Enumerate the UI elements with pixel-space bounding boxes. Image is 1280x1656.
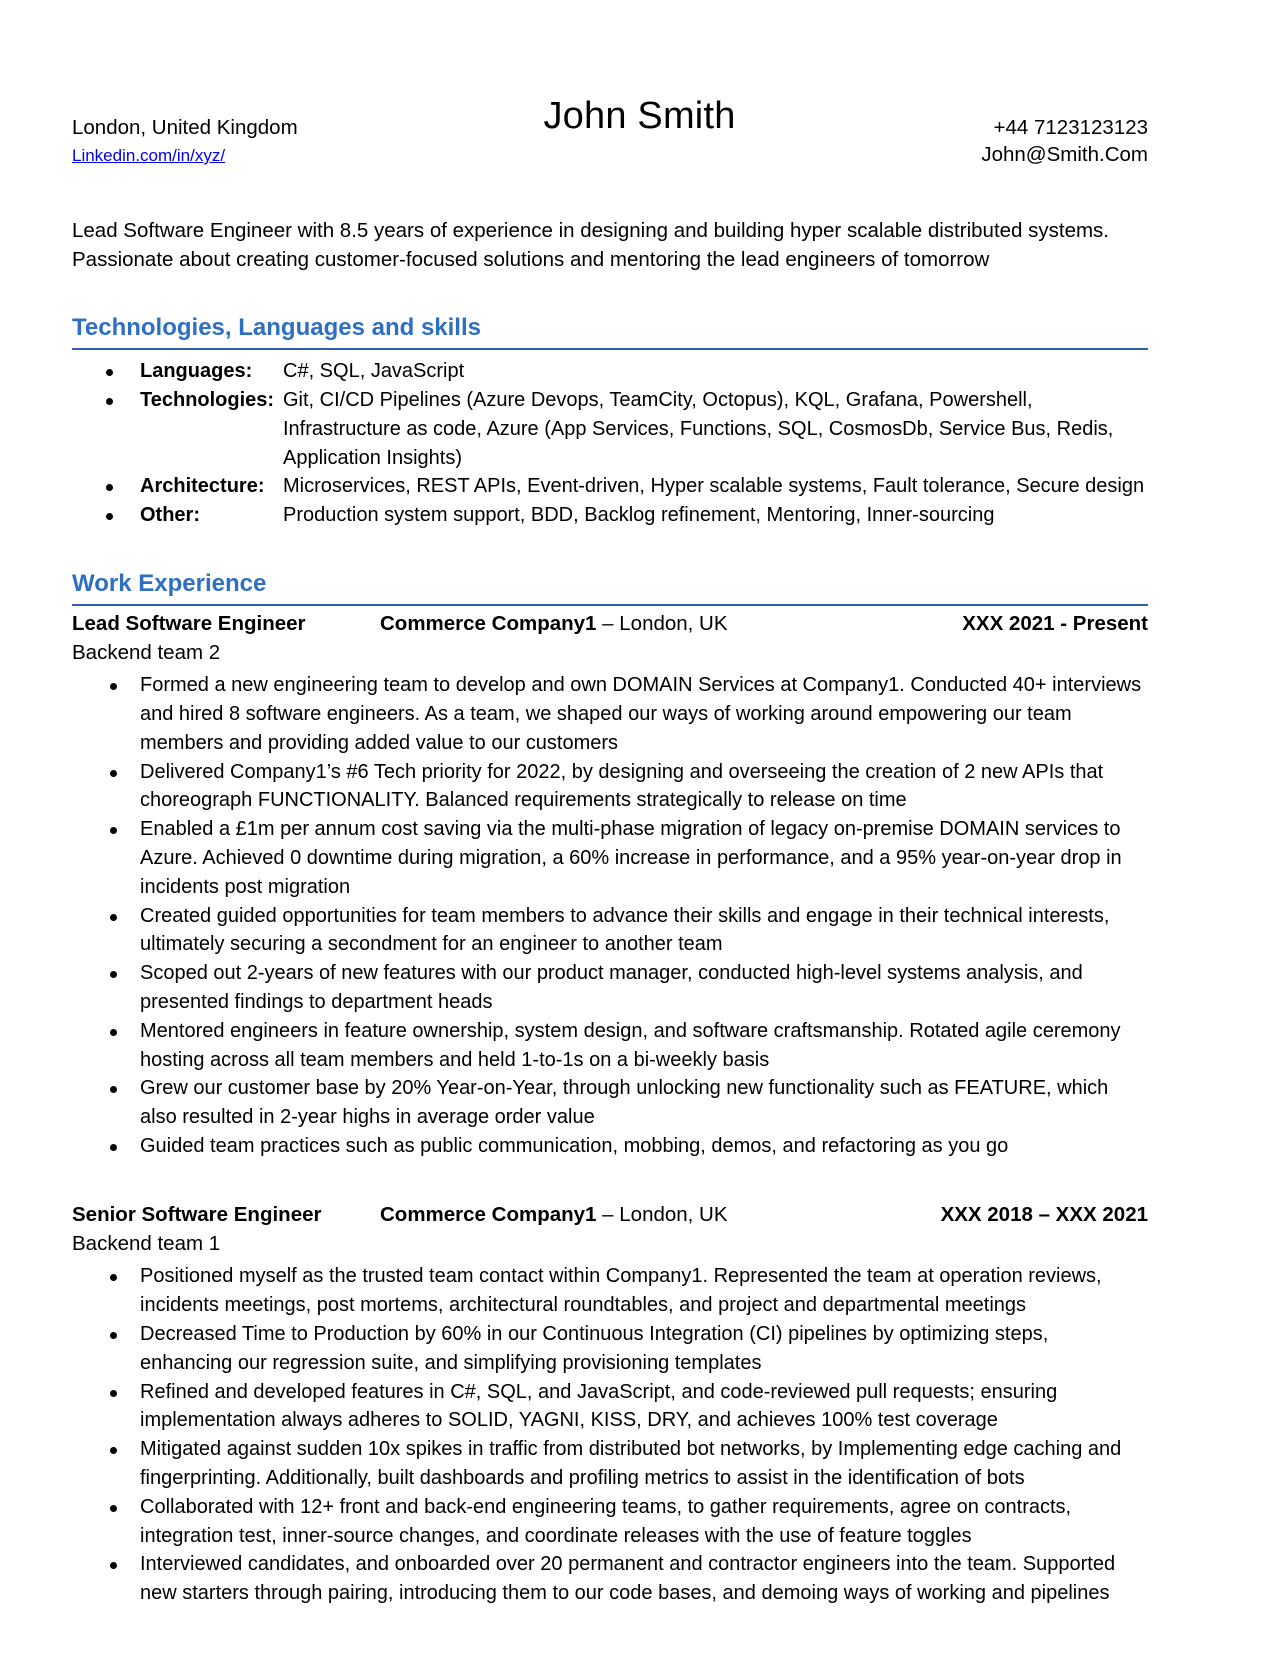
list-item: Delivered Company1’s #6 Tech priority for 2022, by designing and overseeing the creation of 2 new APIs that choreograph FUNCTIONALITY. Balanced requirements strategically to release on time: [72, 758, 1144, 816]
skill-label: Architecture:: [140, 475, 265, 498]
job-company: [380, 610, 962, 638]
list-item: [72, 472, 1148, 501]
job-dates: XXX 2018 – XXX 2021: [940, 1202, 1148, 1226]
list-item: Decreased Time to Production by 60% in our Continuous Integration (CI) pipelines by optimizing steps, enhancing our regression suite, and simplifying provisioning templates: [72, 1320, 1144, 1378]
page-title: John Smith: [543, 95, 736, 137]
list-item: Refined and developed features in C#, SQL, and JavaScript, and code-reviewed pull requests; ensuring implementation always adheres to SOLID, YAGNI, KISS, DRY, and achieves 100% test coverage: [72, 1378, 1144, 1436]
skill-value: Microservices, REST APIs, Event-driven, Hyper scalable systems, Fault tolerance, Secure design: [283, 475, 1145, 498]
skill-label: Languages:: [140, 360, 253, 383]
list-item: Guided team practices such as public communication, mobbing, demos, and refactoring as you go: [72, 1132, 1144, 1161]
job-title: Senior Software Engineer: [72, 1202, 322, 1226]
list-item: Mentored engineers in feature ownership, system design, and software craftsmanship. Rotated agile ceremony hosting across all team members and held 1-to-1s on a bi-weekly basis: [72, 1017, 1144, 1075]
job-company: [380, 1201, 941, 1229]
contact-left: [72, 105, 298, 168]
job-location: – London, UK: [596, 1202, 728, 1226]
job-entry: [72, 1201, 1148, 1608]
job-header: [72, 610, 1148, 638]
skill-value: Git, CI/CD Pipelines (Azure Devops, TeamCity, Octopus), KQL, Grafana, Powershell, Infrastructure as code, Azure (App Services, Functions, SQL, CosmosDb, Service Bus, Redis, Application Insights): [283, 388, 1114, 469]
job-company-name: Commerce Company1: [380, 611, 597, 635]
location-text: London, United Kingdom: [72, 116, 298, 139]
skill-value: C#, SQL, JavaScript: [283, 360, 465, 383]
professional-summary: [72, 216, 1132, 274]
list-item: Positioned myself as the trusted team contact within Company1. Represented the team at operation reviews, incidents meetings, post mortems, architectural roundtables, and project and departmental meetings: [72, 1262, 1144, 1320]
list-item: Grew our customer base by 20% Year-on-Year, through unlocking new functionality such as FEATURE, which also resulted in 2-year highs in average order value: [72, 1074, 1144, 1132]
job-title: Lead Software Engineer: [72, 611, 306, 635]
job-bullet-list: [72, 1262, 1148, 1608]
skills-list: [72, 357, 1148, 530]
name-block: [298, 95, 982, 139]
skill-label: Other:: [140, 504, 200, 527]
list-item: Interviewed candidates, and onboarded over 20 permanent and contractor engineers into the team. Supported new starters through pairing, introducing them to our code bases, and demoing ways of working and pipelines: [72, 1550, 1144, 1608]
list-item: Mitigated against sudden 10x spikes in traffic from distributed bot networks, by Implementing edge caching and fingerprinting. Additionally, built dashboards and profiling metrics to assist in the identification of bots: [72, 1435, 1144, 1493]
job-entry: [72, 610, 1148, 1161]
linkedin-link[interactable]: Linkedin.com/in/xyz/: [72, 146, 226, 166]
email-text: John@Smith.Com: [981, 143, 1148, 167]
list-item: Scoped out 2-years of new features with our product manager, conducted high-level systems analysis, and presented findings to department heads: [72, 959, 1144, 1017]
skill-value: Production system support, BDD, Backlog refinement, Mentoring, Inner-sourcing: [283, 504, 995, 527]
resume-header: [72, 95, 1148, 168]
list-item: Enabled a £1m per annum cost saving via the multi-phase migration of legacy on-premise DOMAIN services to Azure. Achieved 0 downtime during migration, a 60% increase in performance, and a 95% year-on-year drop in incidents post migration: [72, 815, 1144, 901]
skills-section-divider: [72, 348, 1148, 350]
list-item: [72, 386, 1148, 472]
experience-section: [72, 570, 1148, 1608]
job-location: – London, UK: [596, 611, 728, 635]
experience-section-divider: [72, 604, 1148, 606]
job-team: Backend team 1: [72, 1232, 221, 1256]
list-item: [72, 501, 1148, 530]
experience-section-title: Work Experience: [72, 569, 267, 597]
list-item: Formed a new engineering team to develop and own DOMAIN Services at Company1. Conducted 40+ interviews and hired 8 software engineers. As a team, we shaped our ways of working around empowering our team members and providing added value to our customers: [72, 671, 1144, 757]
job-company-name: Commerce Company1: [380, 1202, 597, 1226]
summary-line-1: Lead Software Engineer with 8.5 years of experience in designing and building hyper scalable distributed systems.: [72, 219, 1110, 243]
skill-label: Technologies:: [140, 388, 275, 411]
list-item: Created guided opportunities for team members to advance their skills and engage in their technical interests, ultimately securing a secondment for an engineer to another team: [72, 902, 1144, 960]
skills-section-title: Technologies, Languages and skills: [72, 314, 481, 342]
skills-section: [72, 314, 1148, 530]
contact-right: [981, 105, 1148, 168]
list-item: Collaborated with 12+ front and back-end engineering teams, to gather requirements, agree on contracts, integration test, inner-source changes, and coordinate releases with the use of feature toggles: [72, 1493, 1144, 1551]
job-header: [72, 1201, 1148, 1229]
phone-text: +44 7123123123: [993, 116, 1148, 139]
job-dates: XXX 2021 - Present: [962, 611, 1148, 635]
summary-line-2: Passionate about creating customer-focused solutions and mentoring the lead engineers of tomorrow: [72, 248, 990, 272]
list-item: [72, 357, 1148, 386]
job-team: Backend team 2: [72, 640, 221, 664]
job-bullet-list: [72, 671, 1148, 1161]
